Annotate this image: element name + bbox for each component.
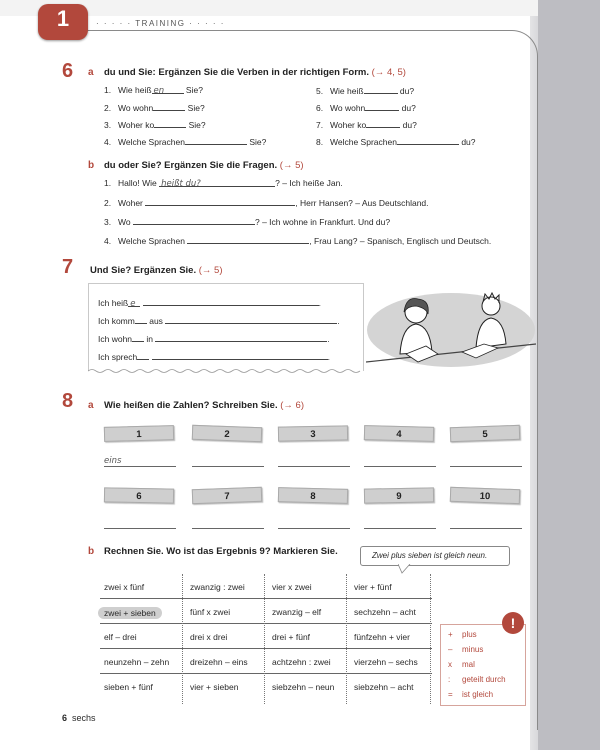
exercise-8-number: 8 [62,390,74,412]
item-text-end: du? [402,120,417,130]
item-number: 1. [104,178,112,188]
item-text: Wie heiß [330,86,364,96]
exercise-8a-letter: a [88,400,94,411]
legend-word: minus [462,645,484,654]
handwritten-answer: e [130,299,136,309]
exercise-row [316,102,416,113]
calc-cell[interactable]: elf – drei [104,632,137,642]
handwritten-answer: en [153,86,165,96]
legend-item [448,630,477,639]
answer-blank[interactable] [365,102,399,111]
unit-number: 1 [56,6,70,31]
item-text: Wo wohn [330,103,366,113]
exercise-8b-letter: b [88,546,95,557]
exercise-row [98,315,340,326]
item-number: 4. [104,236,112,246]
answer-blank[interactable] [145,197,295,206]
answer-blank-ending[interactable] [128,298,140,307]
exercise-7-number: 7 [62,256,74,278]
answer-blank[interactable] [152,351,328,360]
number-card: 7 [192,487,262,504]
legend-word: ist gleich [462,690,494,699]
table-column-divider [182,574,183,704]
item-text-end: . [327,352,330,362]
table-rule [100,598,432,599]
exercise-row [104,197,429,208]
number-card: 1 [104,425,174,442]
calc-cell[interactable]: dreizehn – eins [190,657,248,667]
calc-cell[interactable]: siebzehn – neun [272,682,335,692]
exercise-6b-letter: b [88,160,95,171]
exercise-row [104,178,343,188]
legend-symbol: + [448,630,453,639]
answer-line [450,528,522,529]
legend-symbol: : [448,675,451,684]
answer-line [104,466,176,467]
number-card: 8 [278,487,348,504]
answer-blank[interactable] [187,235,309,244]
calc-cell[interactable]: sechzehn – acht [354,607,416,617]
item-text-end: Sie? [187,103,205,113]
item-text-end: , Frau Lang? – Spanisch, Englisch und Deutsch. [309,236,492,246]
calc-cell[interactable]: zwanzig – elf [272,607,322,617]
legend-word: mal [462,660,475,669]
exercise-8b-heading: Rechnen Sie. Wo ist das Ergebnis 9? Markieren Sie. [104,546,338,557]
table-column-divider [346,574,347,704]
exercise-8a-heading: Wie heißen die Zahlen? Schreiben Sie. (→ 6) [104,400,304,411]
zigzag-divider [88,368,536,374]
exercise-6a-heading: du und Sie: Ergänzen Sie die Verben in der richtigen Form. (→ 4, 5) [104,67,406,78]
item-text-end: ? – Ich heiße Jan. [275,178,343,188]
calc-cell[interactable]: sieben + fünf [104,682,153,692]
number-card: 6 [104,487,174,503]
calc-cell[interactable]: fünf x zwei [190,607,231,617]
legend-symbol: x [448,660,452,669]
exercise-row [104,119,206,130]
number-card: 9 [364,487,434,503]
table-column-divider [430,574,431,704]
item-text-mid: aus [149,316,163,326]
item-text: Wie heiß [118,85,152,95]
calc-cell[interactable]: achtzehn : zwei [272,657,331,667]
number-card: 4 [364,425,434,442]
exercise-6-number: 6 [62,60,74,82]
exercise-row [98,351,330,362]
speech-bubble-tail [398,564,412,574]
answer-line [104,528,176,529]
exercise-row [104,102,205,113]
legend-word: geteilt durch [462,675,506,684]
speech-text: Zwei plus sieben ist gleich neun. [372,551,488,560]
answer-blank[interactable] [165,315,340,326]
item-text: Ich wohn [98,334,133,344]
item-text-end: du? [461,137,476,147]
answer-line [278,528,350,529]
item-text: Wo [118,217,131,227]
answer-blank-ending[interactable] [135,315,147,324]
legend-item [448,660,475,669]
exercise-row [104,85,203,95]
answer-blank[interactable] [397,136,459,145]
item-text-mid: in [146,334,154,344]
page-footer: 6 sechs [62,713,96,723]
answer-blank[interactable] [143,297,319,306]
table-rule [100,648,432,649]
legend-item [448,690,493,699]
table-rule [100,673,432,674]
item-text-end: Sie? [185,85,203,95]
item-number: 3. [104,217,112,227]
item-text-end: . [327,334,330,344]
legend-word: plus [462,630,477,639]
item-number: 2. [104,198,112,208]
answer-line [364,528,436,529]
calc-cell[interactable]: vierzehn – sechs [354,657,418,667]
calc-cell[interactable]: zwei x fünf [104,582,145,592]
exercise-row [98,333,330,344]
answer-line [278,466,350,467]
item-number: 6. [316,103,324,113]
section-label: · · · · · TRAINING · · · · · [96,19,225,28]
answer-line [364,466,436,467]
answer-line [450,466,522,467]
item-text-end: . [318,298,321,308]
handwritten-answer: heißt du? [161,179,201,189]
exercise-6a-letter: a [88,67,94,78]
exercise-row [316,136,476,147]
answer-blank-ending[interactable] [137,351,149,360]
item-number: 3. [104,120,112,130]
item-text: Woher ko [118,120,155,130]
calc-cell[interactable]: vier x zwei [272,582,312,592]
answer-blank[interactable] [364,85,398,94]
item-number: 1. [104,85,112,95]
item-text-end: , Herr Hansen? – Aus Deutschland. [295,198,429,208]
item-text-end: du? [399,86,415,96]
answer-blank[interactable] [133,216,255,225]
item-number: 7. [316,120,324,130]
answer-line [192,466,264,467]
answer-blank[interactable] [152,85,184,94]
answer-blank[interactable] [155,333,330,344]
exclamation-icon: ! [502,612,524,634]
calc-cell[interactable]: neunzehn – zehn [104,657,170,667]
calc-cell[interactable]: drei + fünf [272,632,311,642]
item-text-end: ? – Ich wohne in Frankfurt. Und du? [254,217,391,227]
calc-cell[interactable]: vier + sieben [190,682,239,692]
calc-cell[interactable]: fünfzehn + vier [354,632,410,642]
calc-cell[interactable]: vier + fünf [354,582,392,592]
item-text: Woher [118,198,143,208]
item-text-end: du? [401,103,416,113]
item-number: 8. [316,137,324,147]
exercise-row [104,216,390,227]
table-column-divider [264,574,265,704]
exercise-row [316,85,414,96]
legend-symbol: – [448,645,453,654]
answer-line [192,528,264,529]
item-text: Ich sprech [98,352,138,362]
exercise-7-heading: Und Sie? Ergänzen Sie. (→ 5) [90,265,223,276]
number-card: 5 [450,425,520,442]
exercise-row [316,119,417,130]
calc-cell[interactable]: zwanzig : zwei [190,582,245,592]
exercise-row [104,235,491,246]
item-text: Welche Sprachen [330,137,397,147]
item-text: Welche Sprachen [118,137,185,147]
item-text-end: Sie? [249,137,267,147]
legend-item [448,675,506,684]
table-rule [100,623,432,624]
item-number: 2. [104,103,112,113]
answer-blank[interactable] [185,136,247,145]
item-text-end: . [337,316,340,326]
number-card: 2 [192,425,262,442]
answer-blank-ending[interactable] [132,333,144,342]
page-edge [538,0,600,750]
exercise-row [104,136,266,147]
answer-blank[interactable] [159,178,275,187]
item-number: 5. [316,86,324,96]
answer-blank[interactable] [366,119,400,128]
answer-blank[interactable] [154,119,186,128]
item-text-end: Sie? [188,120,206,130]
item-text: Woher ko [330,120,367,130]
item-text: Ich komm [98,316,135,326]
item-number: 4. [104,137,112,147]
illustration-two-people [366,282,536,368]
calc-cell[interactable]: drei x drei [190,632,228,642]
exercise-6b-heading: du oder Sie? Ergänzen Sie die Fragen. (→ 5) [104,160,304,171]
legend-item [448,645,483,654]
number-card: 10 [450,487,520,504]
item-text: Ich heiß [98,298,129,308]
item-text: Hallo! Wie [118,178,157,188]
calc-cell[interactable]: zwei + sieben [98,607,162,619]
item-text: Welche Sprachen [118,236,185,246]
number-card: 3 [278,425,348,441]
calc-cell[interactable]: siebzehn – acht [354,682,414,692]
legend-symbol: = [448,690,453,699]
example-answer: eins [104,456,122,466]
item-text: Wo wohn [118,103,154,113]
exercise-row [98,297,321,308]
answer-blank[interactable] [153,102,185,111]
